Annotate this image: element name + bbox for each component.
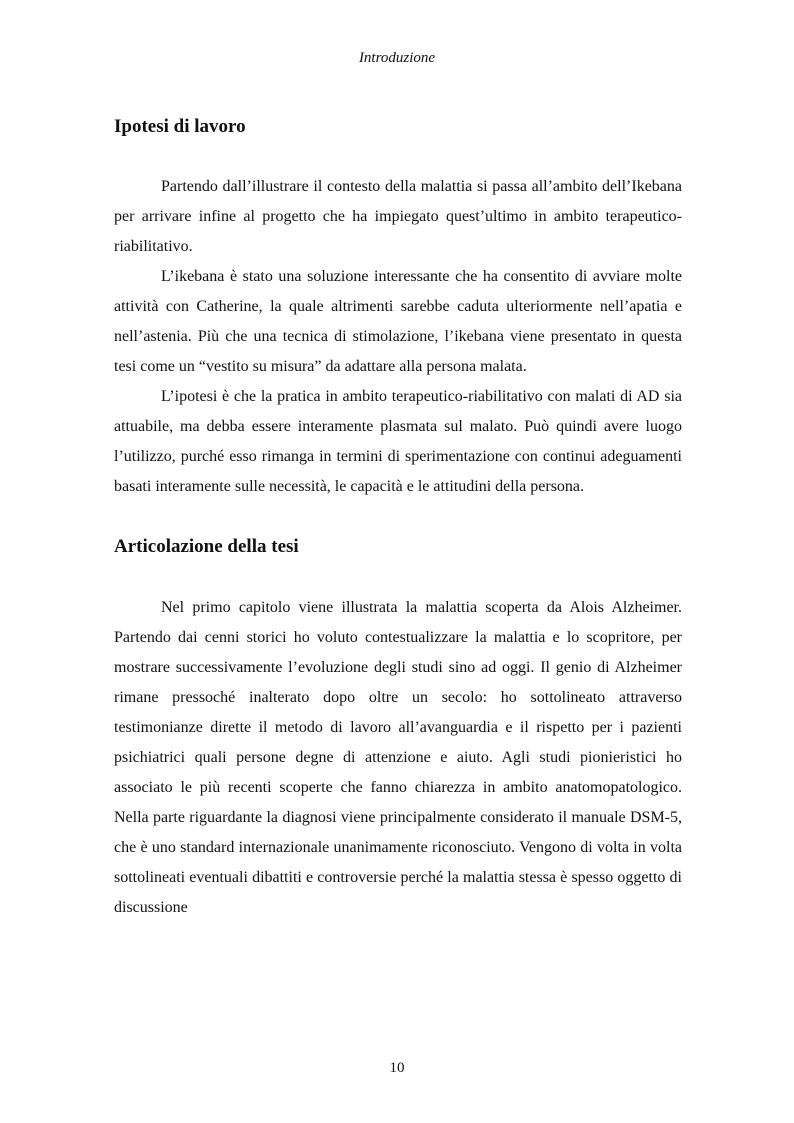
body-paragraph: L’ikebana è stato una soluzione interessante che ha consentito di avviare molte attività con Catherine, la quale altrimenti sarebbe caduta ulteriormente nell’apatia e nell’astenia. Più che una tecnica di stimolazione, l’ikebana viene presentato in questa tesi come un “vestito su misura” da adattare alla persona malata. (114, 268, 682, 375)
section-ipotesi (114, 112, 682, 502)
section-heading: Ipotesi di lavoro (114, 116, 246, 137)
body-paragraph: L’ipotesi è che la pratica in ambito terapeutico-riabilitativo con malati di AD sia attuabile, ma debba essere interamente plasmata sul malato. Può quindi avere luogo l’utilizzo, purché esso rimanga in termini di sperimentazione con continui adeguamenti basati interamente sulle necessità, le capacità e le attitudini della persona. (114, 388, 682, 495)
page-body (114, 112, 682, 923)
body-paragraph: Nel primo capitolo viene illustrata la malattia scoperta da Alois Alzheimer. Partendo dai cenni storici ho voluto contestualizzare la malattia e lo scopritore, per mostrare successivamente l’evoluzione degli studi sino ad oggi. Il genio di Alzheimer rimane pressoché inalterato dopo oltre un secolo: ho sottolineato attraverso testimonianze dirette il metodo di lavoro all’avanguardia e il rispetto per i pazienti psichiatrici quali persone degne di attenzione e aiuto. Agli studi pionieristici ho associato le più recenti scoperte che fanno chiarezza in ambito anatomopatologico. Nella parte riguardante la diagnosi viene principalmente considerato il manuale DSM-5, che è uno standard internazionale unanimamente riconosciuto. Vengono di volta in volta sottolineati eventuali dibattiti e controversie perché la malattia stessa è spesso oggetto di discussione (114, 599, 682, 916)
page-number: 10 (389, 1060, 405, 1076)
running-header: Introduzione (358, 50, 436, 66)
body-paragraph: Partendo dall’illustrare il contesto della malattia si passa all’ambito dell’Ikebana per arrivare infine al progetto che ha impiegato quest’ultimo in ambito terapeutico-riabilitativo. (114, 178, 682, 255)
section-heading: Articolazione della tesi (114, 536, 299, 557)
section-articolazione (114, 532, 682, 923)
